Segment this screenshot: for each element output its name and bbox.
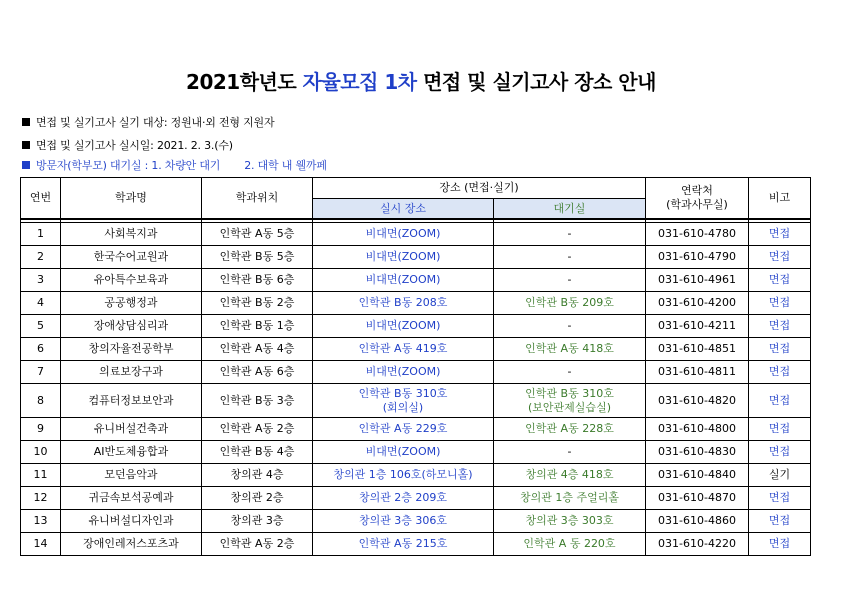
title-prefix: 2021학년도 xyxy=(186,70,303,94)
cell-phone: 031-610-4211 xyxy=(646,315,749,338)
cell-exam-line2: (회의실) xyxy=(382,400,424,414)
header-dept: 학과명 xyxy=(61,178,202,220)
cell-no: 8 xyxy=(21,384,61,418)
cell-note: 면접 xyxy=(749,533,811,556)
info-visitor-line xyxy=(22,157,327,173)
cell-wait: 창의관 1층 주얼리홀 xyxy=(494,487,646,510)
cell-note: 면접 xyxy=(749,361,811,384)
cell-location: 인학관 B동 6층 xyxy=(202,269,313,292)
header-location: 학과위치 xyxy=(202,178,313,220)
cell-wait: - xyxy=(494,361,646,384)
bullet-square-icon xyxy=(22,141,30,149)
cell-location: 인학관 A동 6층 xyxy=(202,361,313,384)
cell-wait: - xyxy=(494,441,646,464)
cell-exam: 창의관 1층 106호(하모니홀) xyxy=(313,464,494,487)
cell-dept: 한국수어교원과 xyxy=(61,246,202,269)
cell-phone: 031-610-4870 xyxy=(646,487,749,510)
cell-note: 면접 xyxy=(749,441,811,464)
table-row xyxy=(21,384,811,418)
cell-no: 14 xyxy=(21,533,61,556)
cell-location: 창의관 2층 xyxy=(202,487,313,510)
cell-note: 면접 xyxy=(749,384,811,418)
cell-note: 면접 xyxy=(749,510,811,533)
header-venue-exam: 실시 장소 xyxy=(313,199,494,220)
info-target-line xyxy=(22,114,274,130)
cell-dept: 공공행정과 xyxy=(61,292,202,315)
cell-dept: 사회복지과 xyxy=(61,223,202,246)
info-target-text: 면접 및 실기고사 실기 대상: 정원내·외 전형 지원자 xyxy=(36,116,275,129)
info-visitor-text-1: 방문자(학부모) 대기실 : 1. 차량안 대기 xyxy=(36,159,221,172)
cell-exam: 인학관 A동 419호 xyxy=(313,338,494,361)
cell-exam: 창의관 3층 306호 xyxy=(313,510,494,533)
table-row xyxy=(21,361,811,384)
cell-note: 면접 xyxy=(749,338,811,361)
cell-dept: 창의자율전공학부 xyxy=(61,338,202,361)
cell-phone: 031-610-4220 xyxy=(646,533,749,556)
header-no: 연번 xyxy=(21,178,61,220)
cell-note: 면접 xyxy=(749,246,811,269)
cell-phone: 031-610-4780 xyxy=(646,223,749,246)
cell-no: 2 xyxy=(21,246,61,269)
table-row xyxy=(21,464,811,487)
cell-exam: 인학관 A동 229호 xyxy=(313,418,494,441)
table-row xyxy=(21,338,811,361)
cell-wait: 인학관 A동 228호 xyxy=(494,418,646,441)
table-row xyxy=(21,269,811,292)
cell-location: 인학관 B동 2층 xyxy=(202,292,313,315)
cell-wait: 인학관 A동 418호 xyxy=(494,338,646,361)
cell-phone: 031-610-4790 xyxy=(646,246,749,269)
cell-wait: - xyxy=(494,223,646,246)
cell-wait: 인학관 A 동 220호 xyxy=(494,533,646,556)
cell-note: 면접 xyxy=(749,487,811,510)
title-suffix: 면접 및 실기고사 장소 안내 xyxy=(416,70,656,94)
header-contact xyxy=(646,178,749,220)
cell-wait: - xyxy=(494,269,646,292)
cell-wait xyxy=(494,384,646,418)
cell-wait: - xyxy=(494,246,646,269)
cell-wait-line1: 인학관 B동 310호 xyxy=(525,386,614,400)
header-note: 비고 xyxy=(749,178,811,220)
cell-dept: 유아특수보육과 xyxy=(61,269,202,292)
cell-phone: 031-610-4820 xyxy=(646,384,749,418)
table-row xyxy=(21,315,811,338)
header-contact-line1: 연락처 xyxy=(681,184,713,197)
cell-dept: 장애상담심리과 xyxy=(61,315,202,338)
table-row xyxy=(21,441,811,464)
venue-table xyxy=(20,177,811,556)
table-row xyxy=(21,487,811,510)
cell-note: 면접 xyxy=(749,223,811,246)
title-highlight: 자율모집 1차 xyxy=(302,70,417,94)
cell-exam: 비대면(ZOOM) xyxy=(313,361,494,384)
cell-no: 7 xyxy=(21,361,61,384)
cell-phone: 031-610-4830 xyxy=(646,441,749,464)
info-date-text: 면접 및 실기고사 실시일: 2021. 2. 3.(수) xyxy=(36,139,233,152)
cell-exam: 비대면(ZOOM) xyxy=(313,441,494,464)
cell-exam: 비대면(ZOOM) xyxy=(313,269,494,292)
cell-exam xyxy=(313,384,494,418)
cell-location: 창의관 4층 xyxy=(202,464,313,487)
header-contact-line2: (학과사무실) xyxy=(666,198,728,211)
cell-location: 인학관 A동 2층 xyxy=(202,533,313,556)
header-venue-wait: 대기실 xyxy=(494,199,646,220)
cell-dept: 장애인레저스포츠과 xyxy=(61,533,202,556)
cell-no: 1 xyxy=(21,223,61,246)
cell-note: 면접 xyxy=(749,418,811,441)
table-row xyxy=(21,533,811,556)
cell-phone: 031-610-4800 xyxy=(646,418,749,441)
cell-location: 인학관 B동 5층 xyxy=(202,246,313,269)
cell-wait: - xyxy=(494,315,646,338)
cell-dept: 유니버설디자인과 xyxy=(61,510,202,533)
cell-location: 인학관 B동 1층 xyxy=(202,315,313,338)
cell-location: 인학관 A동 5층 xyxy=(202,223,313,246)
cell-phone: 031-610-4851 xyxy=(646,338,749,361)
bullet-square-icon xyxy=(22,161,30,169)
cell-no: 11 xyxy=(21,464,61,487)
table-row xyxy=(21,246,811,269)
cell-no: 13 xyxy=(21,510,61,533)
cell-exam: 비대면(ZOOM) xyxy=(313,223,494,246)
cell-no: 12 xyxy=(21,487,61,510)
cell-wait: 창의관 3층 303호 xyxy=(494,510,646,533)
cell-phone: 031-610-4961 xyxy=(646,269,749,292)
cell-dept: 컴퓨터정보보안과 xyxy=(61,384,202,418)
cell-no: 5 xyxy=(21,315,61,338)
cell-no: 3 xyxy=(21,269,61,292)
cell-location: 인학관 B동 3층 xyxy=(202,384,313,418)
cell-no: 6 xyxy=(21,338,61,361)
cell-wait: 인학관 B동 209호 xyxy=(494,292,646,315)
cell-note: 면접 xyxy=(749,269,811,292)
cell-phone: 031-610-4840 xyxy=(646,464,749,487)
header-venue: 장소 (면접·실기) xyxy=(313,178,646,199)
table-row xyxy=(21,292,811,315)
cell-dept: 유니버설건축과 xyxy=(61,418,202,441)
cell-exam: 인학관 B동 208호 xyxy=(313,292,494,315)
cell-note: 면접 xyxy=(749,292,811,315)
cell-dept: 귀금속보석공예과 xyxy=(61,487,202,510)
cell-exam: 창의관 2층 209호 xyxy=(313,487,494,510)
cell-wait-line2: (보안관제실습실) xyxy=(528,400,611,414)
cell-no: 4 xyxy=(21,292,61,315)
cell-exam: 인학관 A동 215호 xyxy=(313,533,494,556)
cell-phone: 031-610-4860 xyxy=(646,510,749,533)
bullet-square-icon xyxy=(22,118,30,126)
cell-location: 인학관 A동 4층 xyxy=(202,338,313,361)
cell-exam: 비대면(ZOOM) xyxy=(313,315,494,338)
cell-location: 창의관 3층 xyxy=(202,510,313,533)
cell-note: 실기 xyxy=(749,464,811,487)
table-row xyxy=(21,418,811,441)
cell-phone: 031-610-4811 xyxy=(646,361,749,384)
cell-dept: 의료보장구과 xyxy=(61,361,202,384)
page-title xyxy=(0,66,842,95)
cell-note: 면접 xyxy=(749,315,811,338)
cell-exam: 비대면(ZOOM) xyxy=(313,246,494,269)
info-visitor-text-2: 2. 대학 내 웰까페 xyxy=(244,159,327,172)
cell-location: 인학관 B동 4층 xyxy=(202,441,313,464)
cell-exam-line1: 인학관 B동 310호 xyxy=(358,386,448,400)
info-date-line xyxy=(22,137,233,153)
cell-no: 9 xyxy=(21,418,61,441)
cell-wait: 창의관 4층 418호 xyxy=(494,464,646,487)
cell-phone: 031-610-4200 xyxy=(646,292,749,315)
cell-location: 인학관 A동 2층 xyxy=(202,418,313,441)
cell-dept: 모던음악과 xyxy=(61,464,202,487)
table-row xyxy=(21,223,811,246)
table-row xyxy=(21,510,811,533)
cell-dept: AI반도체융합과 xyxy=(61,441,202,464)
cell-no: 10 xyxy=(21,441,61,464)
